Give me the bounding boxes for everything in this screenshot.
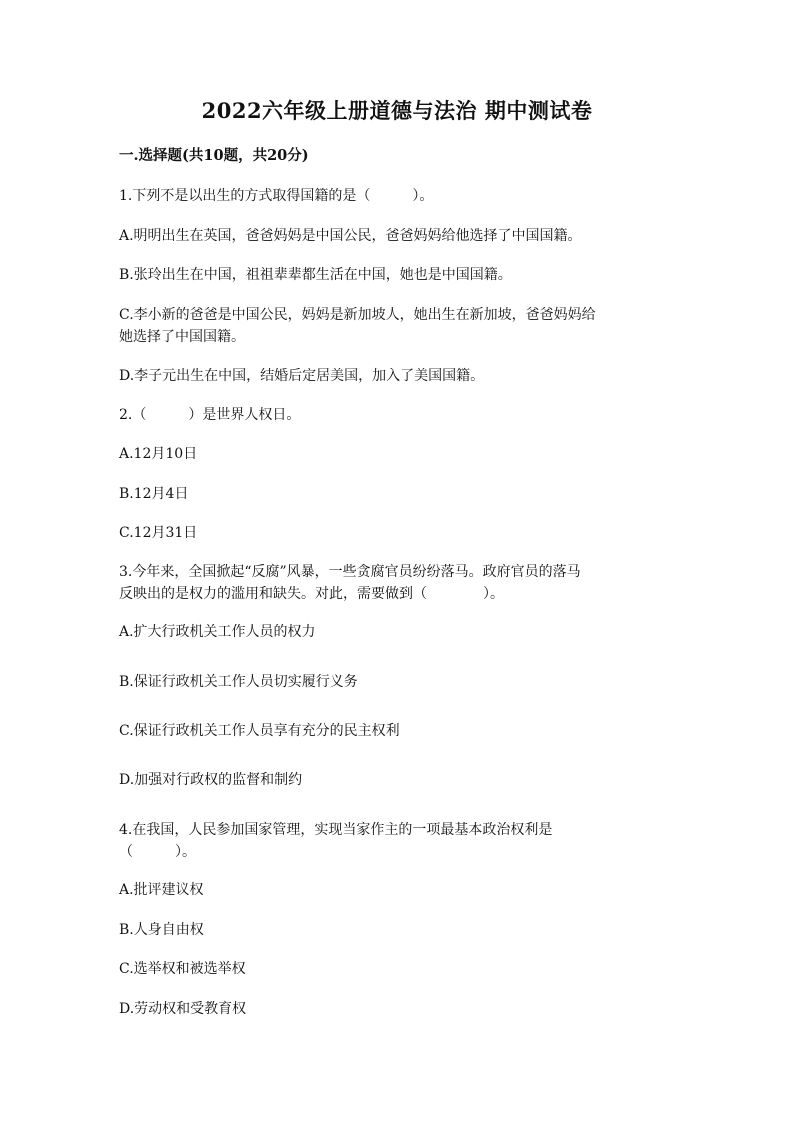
question-4-stem-cont: （ ）。 — [119, 844, 196, 860]
question-2-option-c: C.12月31日 — [119, 525, 198, 541]
question-3-option-b: B.保证行政机关工作人员切实履行义务 — [119, 674, 358, 690]
document-title: 2022六年级上册道德与法治 期中测试卷 — [201, 98, 593, 123]
question-3-stem-cont: 反映出的是权力的滥用和缺失。对此，需要做到（ ）。 — [119, 586, 504, 602]
question-1-option-b: B.张玲出生在中国，祖祖辈辈都生活在中国，她也是中国国籍。 — [119, 267, 512, 283]
question-4-option-a: A.批评建议权 — [119, 882, 204, 898]
question-1-option-c-cont: 她选择了中国国籍。 — [119, 329, 245, 345]
section-heading: 一.选择题(共10题，共20分) — [119, 147, 309, 164]
question-4-option-d: D.劳动权和受教育权 — [119, 1001, 247, 1017]
question-2-option-b: B.12月4日 — [119, 486, 189, 502]
question-1-option-a: A.明明出生在英国，爸爸妈妈是中国公民，爸爸妈妈给他选择了中国国籍。 — [119, 228, 582, 244]
question-4-stem: 4.在我国，人民参加国家管理，实现当家作主的一项最基本政治权利是 — [119, 822, 553, 838]
question-1-stem: 1.下列不是以出生的方式取得国籍的是（ ）。 — [119, 188, 434, 204]
question-3-option-c: C.保证行政机关工作人员享有充分的民主权利 — [119, 723, 400, 739]
question-3-stem: 3.今年来，全国掀起“反腐”风暴，一些贪腐官员纷纷落马。政府官员的落马 — [119, 564, 581, 580]
question-4-option-b: B.人身自由权 — [119, 922, 204, 938]
question-1-option-d: D.李子元出生在中国，结婚后定居美国，加入了美国国籍。 — [119, 368, 485, 384]
question-4-option-c: C.选举权和被选举权 — [119, 961, 246, 977]
question-3-option-d: D.加强对行政权的监督和制约 — [119, 772, 303, 788]
question-3-option-a: A.扩大行政机关工作人员的权力 — [119, 624, 316, 640]
question-2-option-a: A.12月10日 — [119, 446, 198, 462]
question-1-option-c: C.李小新的爸爸是中国公民，妈妈是新加坡人，她出生在新加坡，爸爸妈妈给 — [119, 307, 596, 323]
question-2-stem: 2.（ ）是世界人权日。 — [119, 407, 301, 423]
